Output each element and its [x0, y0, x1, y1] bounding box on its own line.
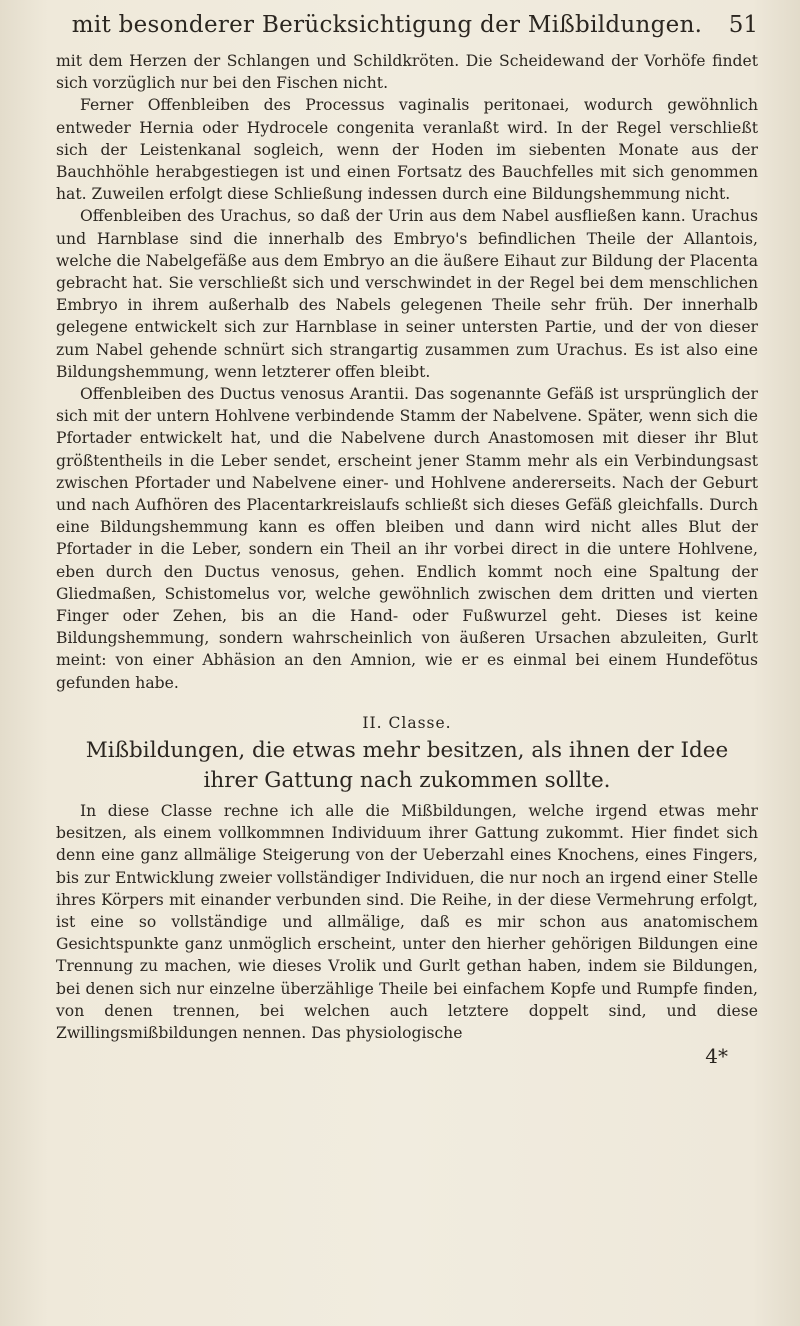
- paragraph: mit dem Herzen der Schlangen und Schildkröten. Die Scheidewand der Vorhöfe findet sich vorzüglich nur bei den Fischen nicht.: [56, 52, 758, 93]
- paragraph: Offenbleiben des Urachus, so daß der Urin aus dem Nabel ausfließen kann. Urachus und Harnblase sind die innerhalb des Embryo's befindlichen Theile der Allantois, welche die Nabelgefäße aus dem Embryo an die äußere Eihaut zur Bildung der Placenta gebracht hat. Sie verschließt sich und verschwindet in der Regel bei dem menschlichen Embryo in ihrem außerhalb des Nabels gelegenen Theile sehr früh. Der innerhalb gelegene entwickelt sich zur Harnblase in seiner untersten Partie, und der von dieser zum Nabel gehende schnürt sich strangartig zusammen zum Urachus. Es ist also eine Bildungshemmung, wenn letzterer offen bleibt.: [56, 207, 758, 381]
- running-title: mit besonderer Berücksichtigung der Mißbildungen.: [71, 12, 703, 38]
- page-number: 51: [728, 12, 758, 38]
- paragraph: In diese Classe rechne ich alle die Mißbildungen, welche irgend etwas mehr besitzen, als einem vollkommnen Individuum ihrer Gattung zukommt. Hier findet sich denn eine ganz allmälige Steigerung von der Ueberzahl eines Knochens, eines Fingers, bis zur Entwicklung zweier vollständiger Individuen, die nur noch an irgend einer Stelle ihres Körpers mit einander verbunden sind. Die Reihe, in der diese Vermehrung erfolgt, ist eine so vollständige und allmälige, daß es mir schon aus anatomischem Gesichtspunkte ganz unmöglich erscheint, unter den hierher gehörigen Bildungen eine Trennung zu machen, wie dieses Vrolik und Gurlt gethan haben, indem sie Bildungen, bei denen sich nur einzelne überzählige Theile bei einfachem Kopfe und Rumpfe finden, von denen trennen, bei welchen auch letztere doppelt sind, und diese Zwillingsmißbildungen nennen. Das physiologische: [56, 801, 758, 1042]
- paragraph: Ferner Offenbleiben des Processus vaginalis peritonaei, wodurch gewöhnlich entweder Hernia oder Hydrocele congenita veranlaßt wird. In der Regel verschließt sich der Leistenkanal sogleich, wenn der Hoden im siebenten Monate aus der Bauchhöhle herabgestiegen ist und einen Fortsatz des Bauchfelles mit sich genommen hat. Zuweilen erfolgt diese Schließung indessen durch eine Bildungshemmung nicht.: [56, 96, 758, 204]
- paragraph: Offenbleiben des Ductus venosus Arantii. Das sogenannte Gefäß ist ursprünglich der sich mit der untern Hohlvene verbindende Stamm der Nabelvene. Später, wenn sich die Pfortader entwickelt hat, und die Nabelvene durch Anastomosen mit dieser ihr Blut größtentheils in die Leber sendet, erscheint jener Stamm mehr als ein Verbindungsast zwischen Pfortader und Nabelvene einer- und Hohlvene andererseits. Nach der Geburt und nach Aufhören des Placentarkreislaufs schließt sich dieses Gefäß gleichfalls. Durch eine Bildungshemmung kann es offen bleiben und dann wird nicht alles Blut der Pfortader in die Leber, sondern ein Theil an ihr vorbei direct in die untere Hohlvene, eben durch den Ductus venosus, gehen. Endlich kommt noch eine Spaltung der Gliedmaßen, Schistomelus vor, welche gewöhnlich zwischen dem dritten und vierten Finger oder Zehen, bis an die Hand- oder Fußwurzel geht. Dieses ist keine Bildungshemmung, sondern wahrscheinlich von äußeren Ursachen abzuleiten, Gurlt meint: von einer Abhäsion an den Amnion, wie er es einmal bei einem Hundefötus gefunden habe.: [56, 385, 758, 692]
- body-text: [56, 50, 758, 1044]
- page-header: [56, 10, 758, 50]
- section-heading: Mißbildungen, die etwas mehr besitzen, als ihnen der Idee ihrer Gattung nach zukommen sollte.: [85, 737, 729, 793]
- signature-mark: 4*: [705, 1044, 728, 1069]
- section-number: II. Classe.: [362, 713, 452, 732]
